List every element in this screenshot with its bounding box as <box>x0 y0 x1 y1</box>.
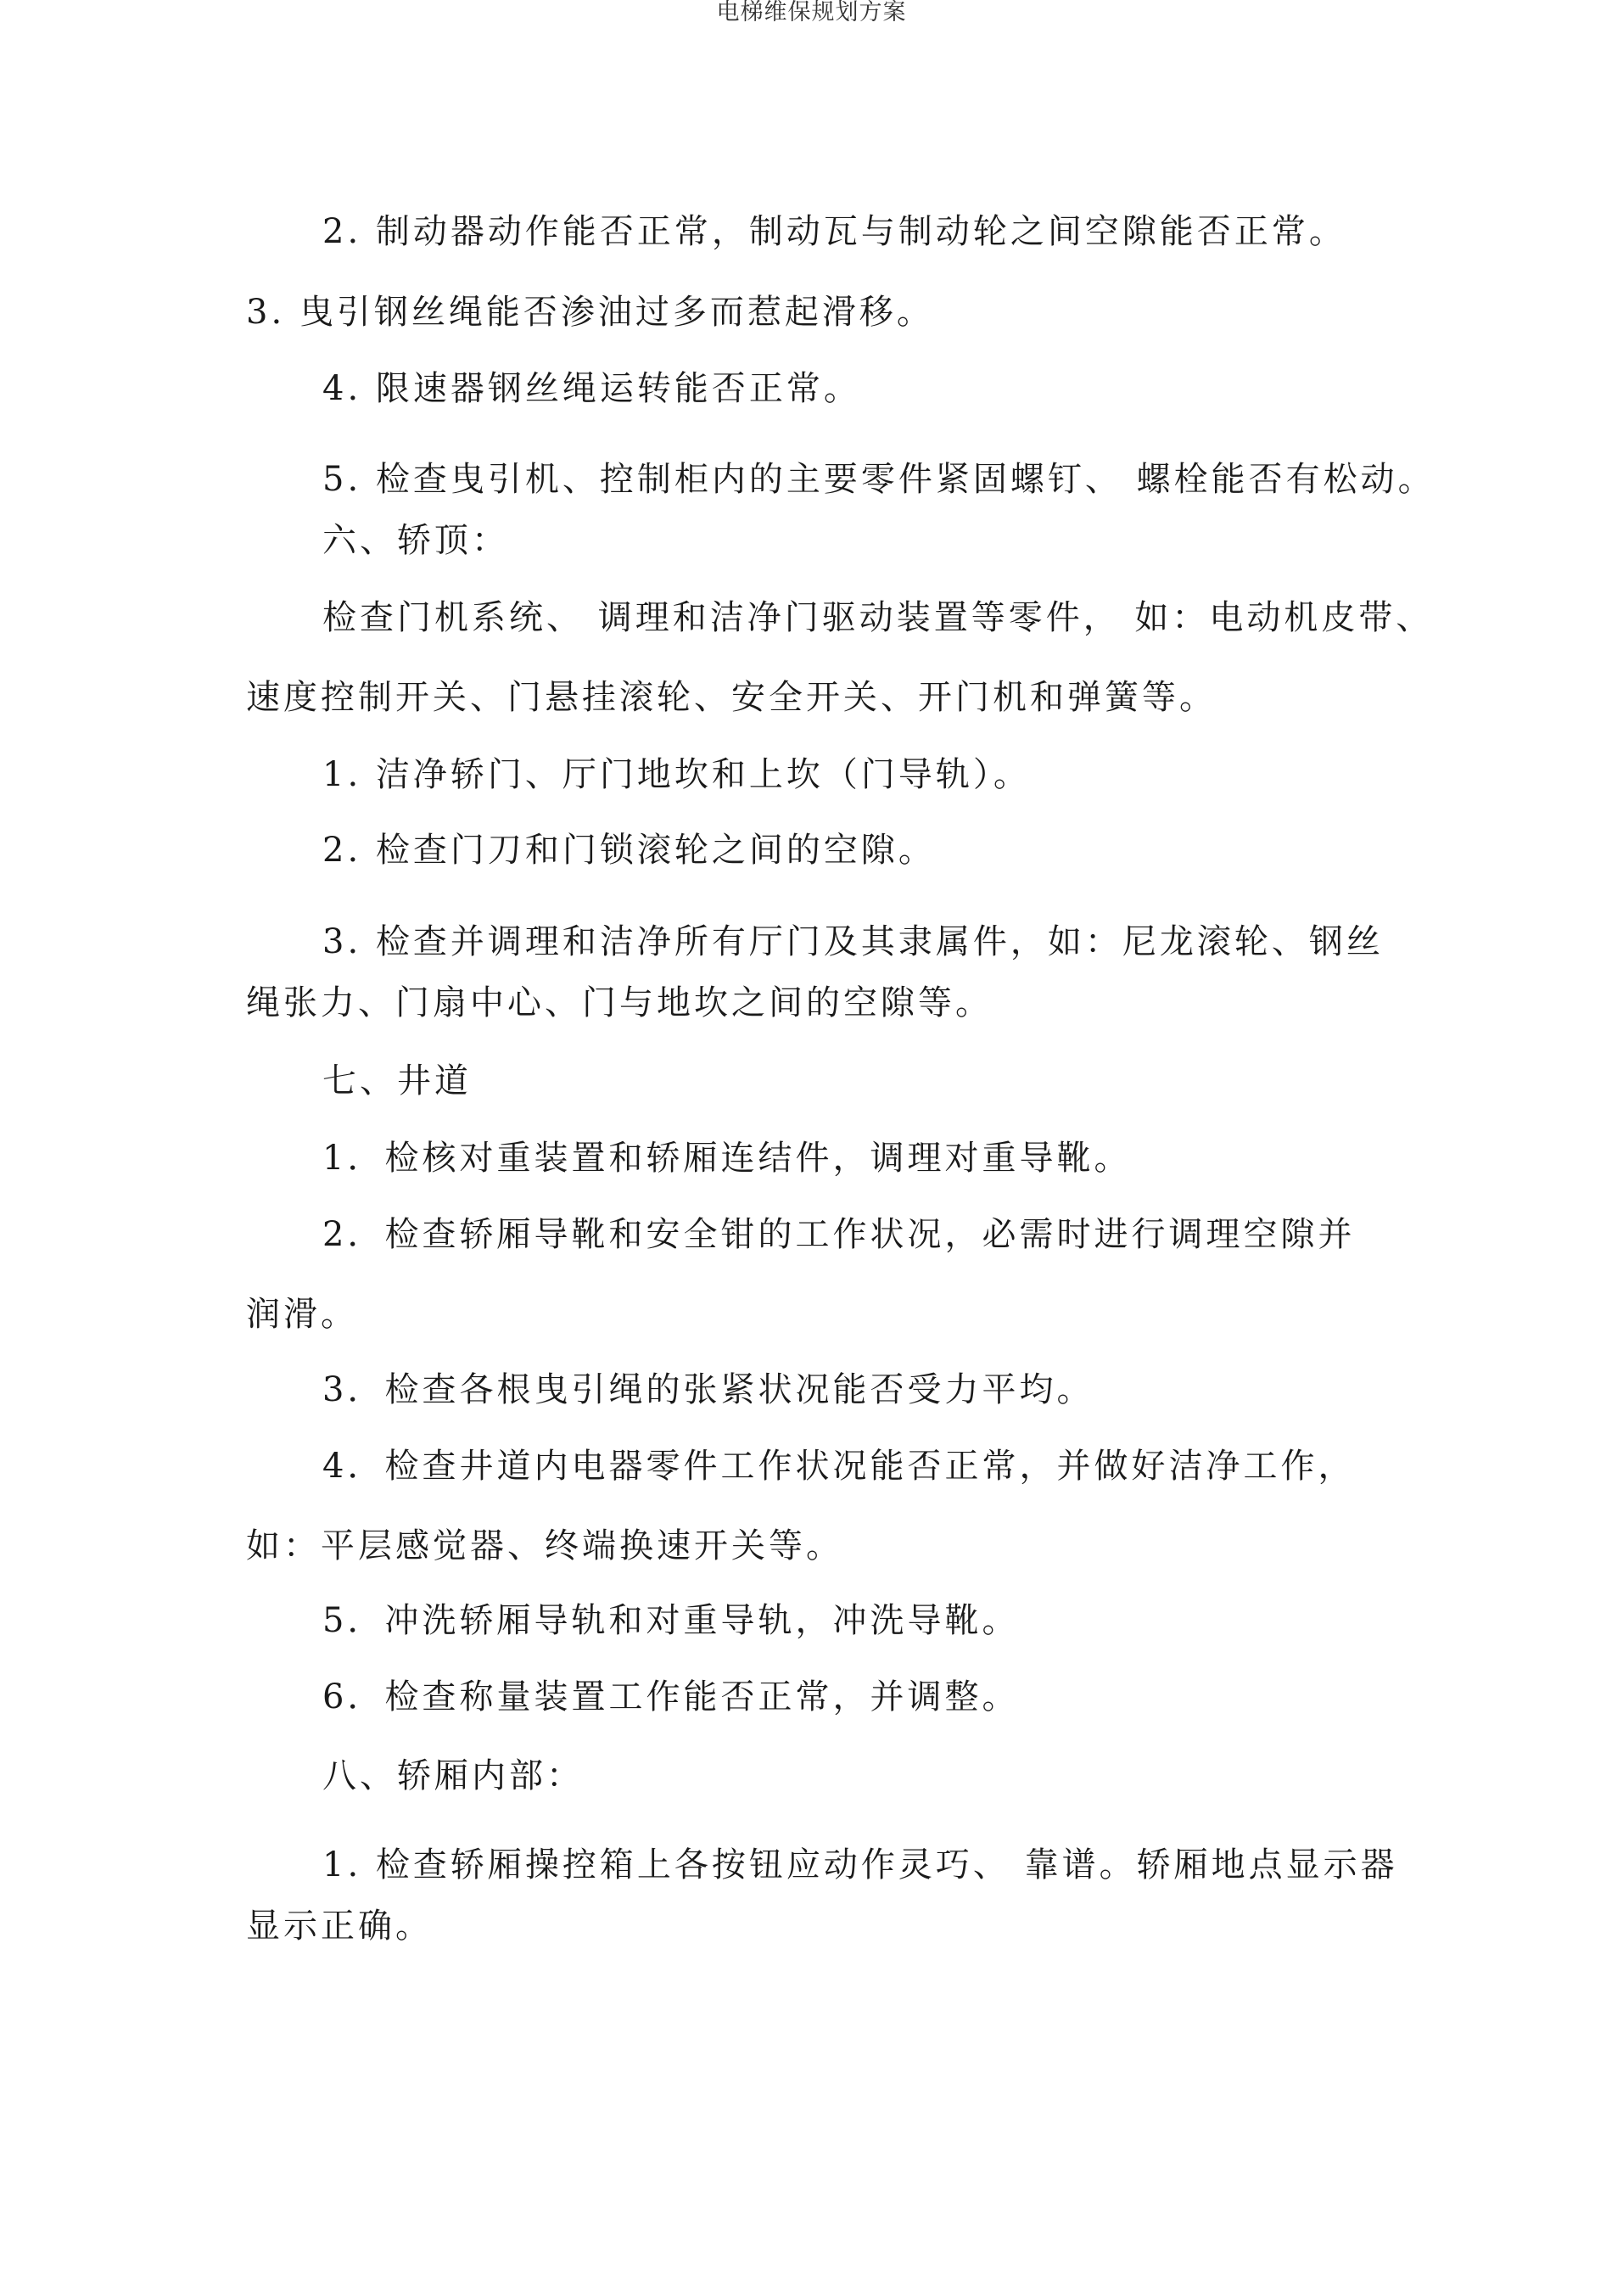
body-line-20: 显示正确。 <box>246 1907 433 1946</box>
body-line-4: 5. 检查曳引机、控制柜内的主要零件紧固螺钉、 螺栓能否有松动。 <box>322 460 1436 499</box>
body-line-11: 1．检核对重装置和轿厢连结件，调理对重导靴。 <box>322 1139 1132 1178</box>
body-line-9: 3. 检查并调理和洁净所有厅门及其隶属件，如：尼龙滚轮、钢丝 <box>322 922 1384 961</box>
body-line-18: 6．检查称量装置工作能否正常，并调整。 <box>322 1677 1020 1716</box>
body-line-8: 2. 检查门刀和门锁滚轮之间的空隙。 <box>322 831 936 870</box>
body-line-19: 1. 检查轿厢操控箱上各按钮应动作灵巧、 靠谱。轿厢地点显示器 <box>322 1845 1398 1884</box>
running-header: 电梯维保规划方案 <box>716 0 907 25</box>
body-line-7: 1. 洁净轿门、厅门地坎和上坎（门导轨）。 <box>322 755 1031 794</box>
body-line-5: 检查门机系统、 调理和洁净门驱动装置等零件， 如：电动机皮带、 <box>322 598 1434 637</box>
body-line-13: 润滑。 <box>246 1295 358 1334</box>
body-line-15: 4．检查井道内电器零件工作状况能否正常，并做好洁净工作， <box>322 1447 1356 1486</box>
body-line-17: 5．冲洗轿厢导轨和对重导轨，冲洗导靴。 <box>322 1601 1020 1640</box>
body-line-12: 2．检查轿厢导靴和安全钳的工作状况，必需时进行调理空隙并 <box>322 1215 1356 1254</box>
body-line-2: 3. 曳引钢丝绳能否渗油过多而惹起滑移。 <box>246 293 934 332</box>
body-line-10: 绳张力、门扇中心、门与地坎之间的空隙等。 <box>246 983 993 1022</box>
section-heading-6: 六、轿顶： <box>322 521 509 560</box>
body-line-3: 4. 限速器钢丝绳运转能否正常。 <box>322 369 861 408</box>
section-heading-8: 八、轿厢内部： <box>322 1756 584 1795</box>
body-line-1: 2. 制动器动作能否正常，制动瓦与制动轮之间空隙能否正常。 <box>322 212 1346 251</box>
section-heading-7: 七、井道 <box>322 1061 472 1100</box>
body-line-14: 3．检查各根曳引绳的张紧状况能否受力平均。 <box>322 1370 1094 1409</box>
body-line-6: 速度控制开关、门悬挂滚轮、安全开关、开门机和弹簧等。 <box>246 678 1217 717</box>
body-line-16: 如：平层感觉器、终端换速开关等。 <box>246 1526 843 1565</box>
